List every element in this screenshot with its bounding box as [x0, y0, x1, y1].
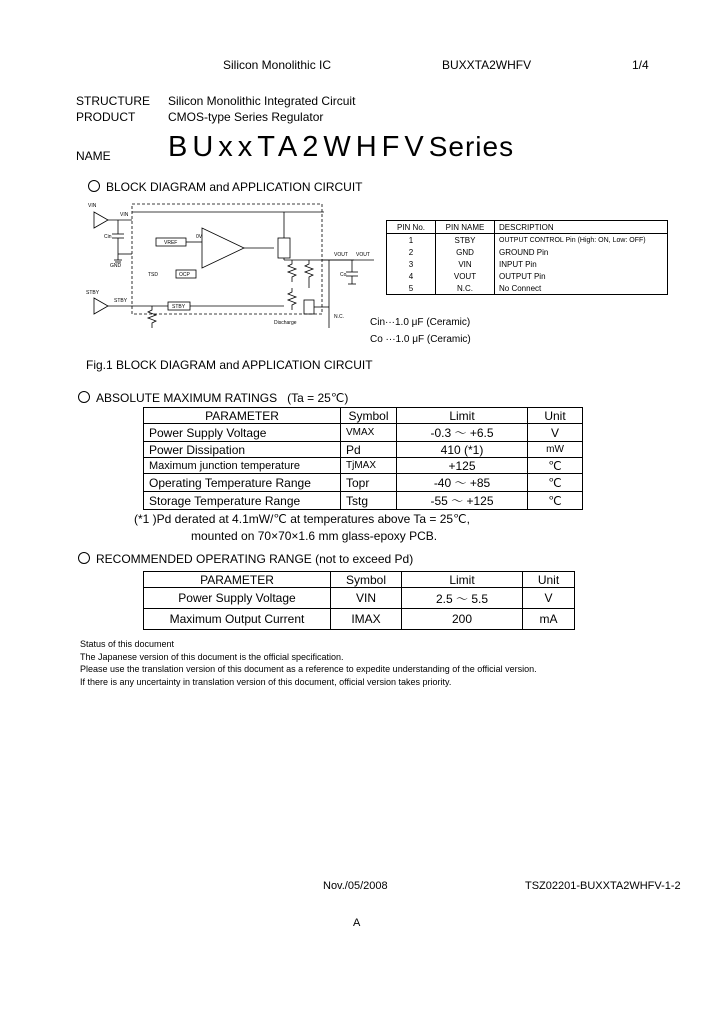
abs-max-note-1: (*1 )Pd derated at 4.1mW/℃ at temperatures above Ta = 25℃, — [134, 512, 470, 526]
product-name-main: BUxxTA2WHFV — [168, 131, 429, 163]
product-label: PRODUCT — [76, 110, 136, 124]
label-discharge: Discharge — [274, 320, 297, 326]
block-section-title: BLOCK DIAGRAM and APPLICATION CIRCUIT — [88, 180, 363, 194]
header-left: Silicon Monolithic IC — [223, 58, 332, 72]
label-vout-pin: VOUT — [334, 252, 348, 258]
structure-value: Silicon Monolithic Integrated Circuit — [168, 94, 356, 108]
table-row: Maximum Output Current IMAX 200 mA — [144, 609, 575, 630]
status-line-3: Please use the translation version of this document as a reference to expedite understanding of the official version. — [80, 664, 537, 674]
label-0v: 0V — [196, 234, 203, 240]
cin-note: Cin···1.0 μF (Ceramic) — [370, 317, 471, 328]
label-stby-block: STBY — [172, 304, 186, 310]
rec-op-table — [143, 571, 575, 630]
label-vin-top: VIN — [88, 203, 97, 209]
table-row: Power Supply Voltage VIN 2.5 ～ 5.5 V — [144, 588, 575, 609]
table-row: Power Supply Voltage VMAX -0.3 ～ +6.5 V — [144, 424, 583, 442]
block-diagram — [84, 198, 384, 338]
label-vout-ext: VOUT — [356, 252, 370, 258]
vin-source-symbol — [94, 212, 108, 228]
footer-rev: A — [353, 917, 361, 929]
label-stby-pin: STBY — [114, 298, 128, 304]
pass-transistor — [278, 238, 290, 258]
bullet-circle-icon — [78, 552, 90, 564]
table-row: 2 GND GROUND Pin — [387, 246, 668, 258]
product-value: CMOS-type Series Regulator — [168, 110, 324, 124]
figure-caption: Fig.1 BLOCK DIAGRAM and APPLICATION CIRCUIT — [86, 358, 373, 372]
table-row: Power Dissipation Pd 410 (*1) mW — [144, 442, 583, 458]
label-vref: VREF — [164, 240, 178, 246]
pin-table — [386, 220, 668, 295]
bullet-circle-icon — [78, 391, 90, 403]
structure-label: STRUCTURE — [76, 94, 150, 108]
abs-max-title: ABSOLUTE MAXIMUM RATINGS (Ta = 25℃) — [78, 391, 348, 405]
status-line-4: If there is any uncertainty in translation version of this document, official version takes priority. — [80, 677, 452, 687]
label-ocp: OCP — [179, 272, 190, 278]
rec-op-title: RECOMMENDED OPERATING RANGE (not to exceed Pd) — [78, 552, 413, 566]
label-vin-pin: VIN — [120, 212, 129, 218]
header-code: BUXXTA2WHFV — [442, 58, 532, 72]
bullet-circle-icon — [88, 180, 100, 192]
table-row: 5 N.C. No Connect — [387, 282, 668, 295]
label-co: Co — [340, 272, 347, 278]
abs-max-note-2: mounted on 70×70×1.6 mm glass-epoxy PCB. — [191, 529, 438, 543]
product-name-suffix: Series — [428, 131, 515, 162]
label-stby-in: STBY — [86, 290, 100, 296]
name-label: NAME — [76, 149, 111, 163]
rec-op-header: PARAMETER Symbol Limit Unit — [144, 572, 575, 588]
header-page: 1/4 — [632, 58, 649, 72]
label-tsd: TSD — [148, 272, 158, 278]
table-row: 3 VIN INPUT Pin — [387, 258, 668, 270]
co-note: Co ···1.0 μF (Ceramic) — [370, 334, 471, 345]
footer-doc-no: TSZ02201-BUXXTA2WHFV-1-2 — [525, 880, 681, 892]
abs-max-condition: (Ta = 25℃) — [287, 391, 349, 405]
table-row: Storage Temperature Range Tstg -55 ～ +125 ℃ — [144, 492, 583, 510]
table-row: 1 STBY OUTPUT CONTROL Pin (High: ON, Low: OFF) — [387, 234, 668, 247]
label-gnd: GND — [110, 263, 122, 269]
abs-max-table — [143, 407, 583, 510]
stby-source-symbol — [94, 298, 108, 314]
pin-table-header: PIN No. PIN NAME DESCRIPTION — [387, 221, 668, 234]
label-cin: Cin — [104, 234, 112, 240]
error-amp-symbol — [202, 228, 244, 268]
product-name — [168, 131, 514, 164]
abs-max-header: PARAMETER Symbol Limit Unit — [144, 408, 583, 424]
table-row: 4 VOUT OUTPUT Pin — [387, 270, 668, 282]
label-nc: N.C. — [334, 314, 344, 320]
status-line-1: Status of this document — [80, 639, 175, 649]
status-line-2: The Japanese version of this document is the official specification. — [80, 652, 344, 662]
footer-date: Nov./05/2008 — [323, 880, 388, 892]
ic-outline — [132, 204, 322, 314]
table-row: Operating Temperature Range Topr -40 ～ +85 ℃ — [144, 474, 583, 492]
table-row: Maximum junction temperature TjMAX +125 ℃ — [144, 458, 583, 474]
